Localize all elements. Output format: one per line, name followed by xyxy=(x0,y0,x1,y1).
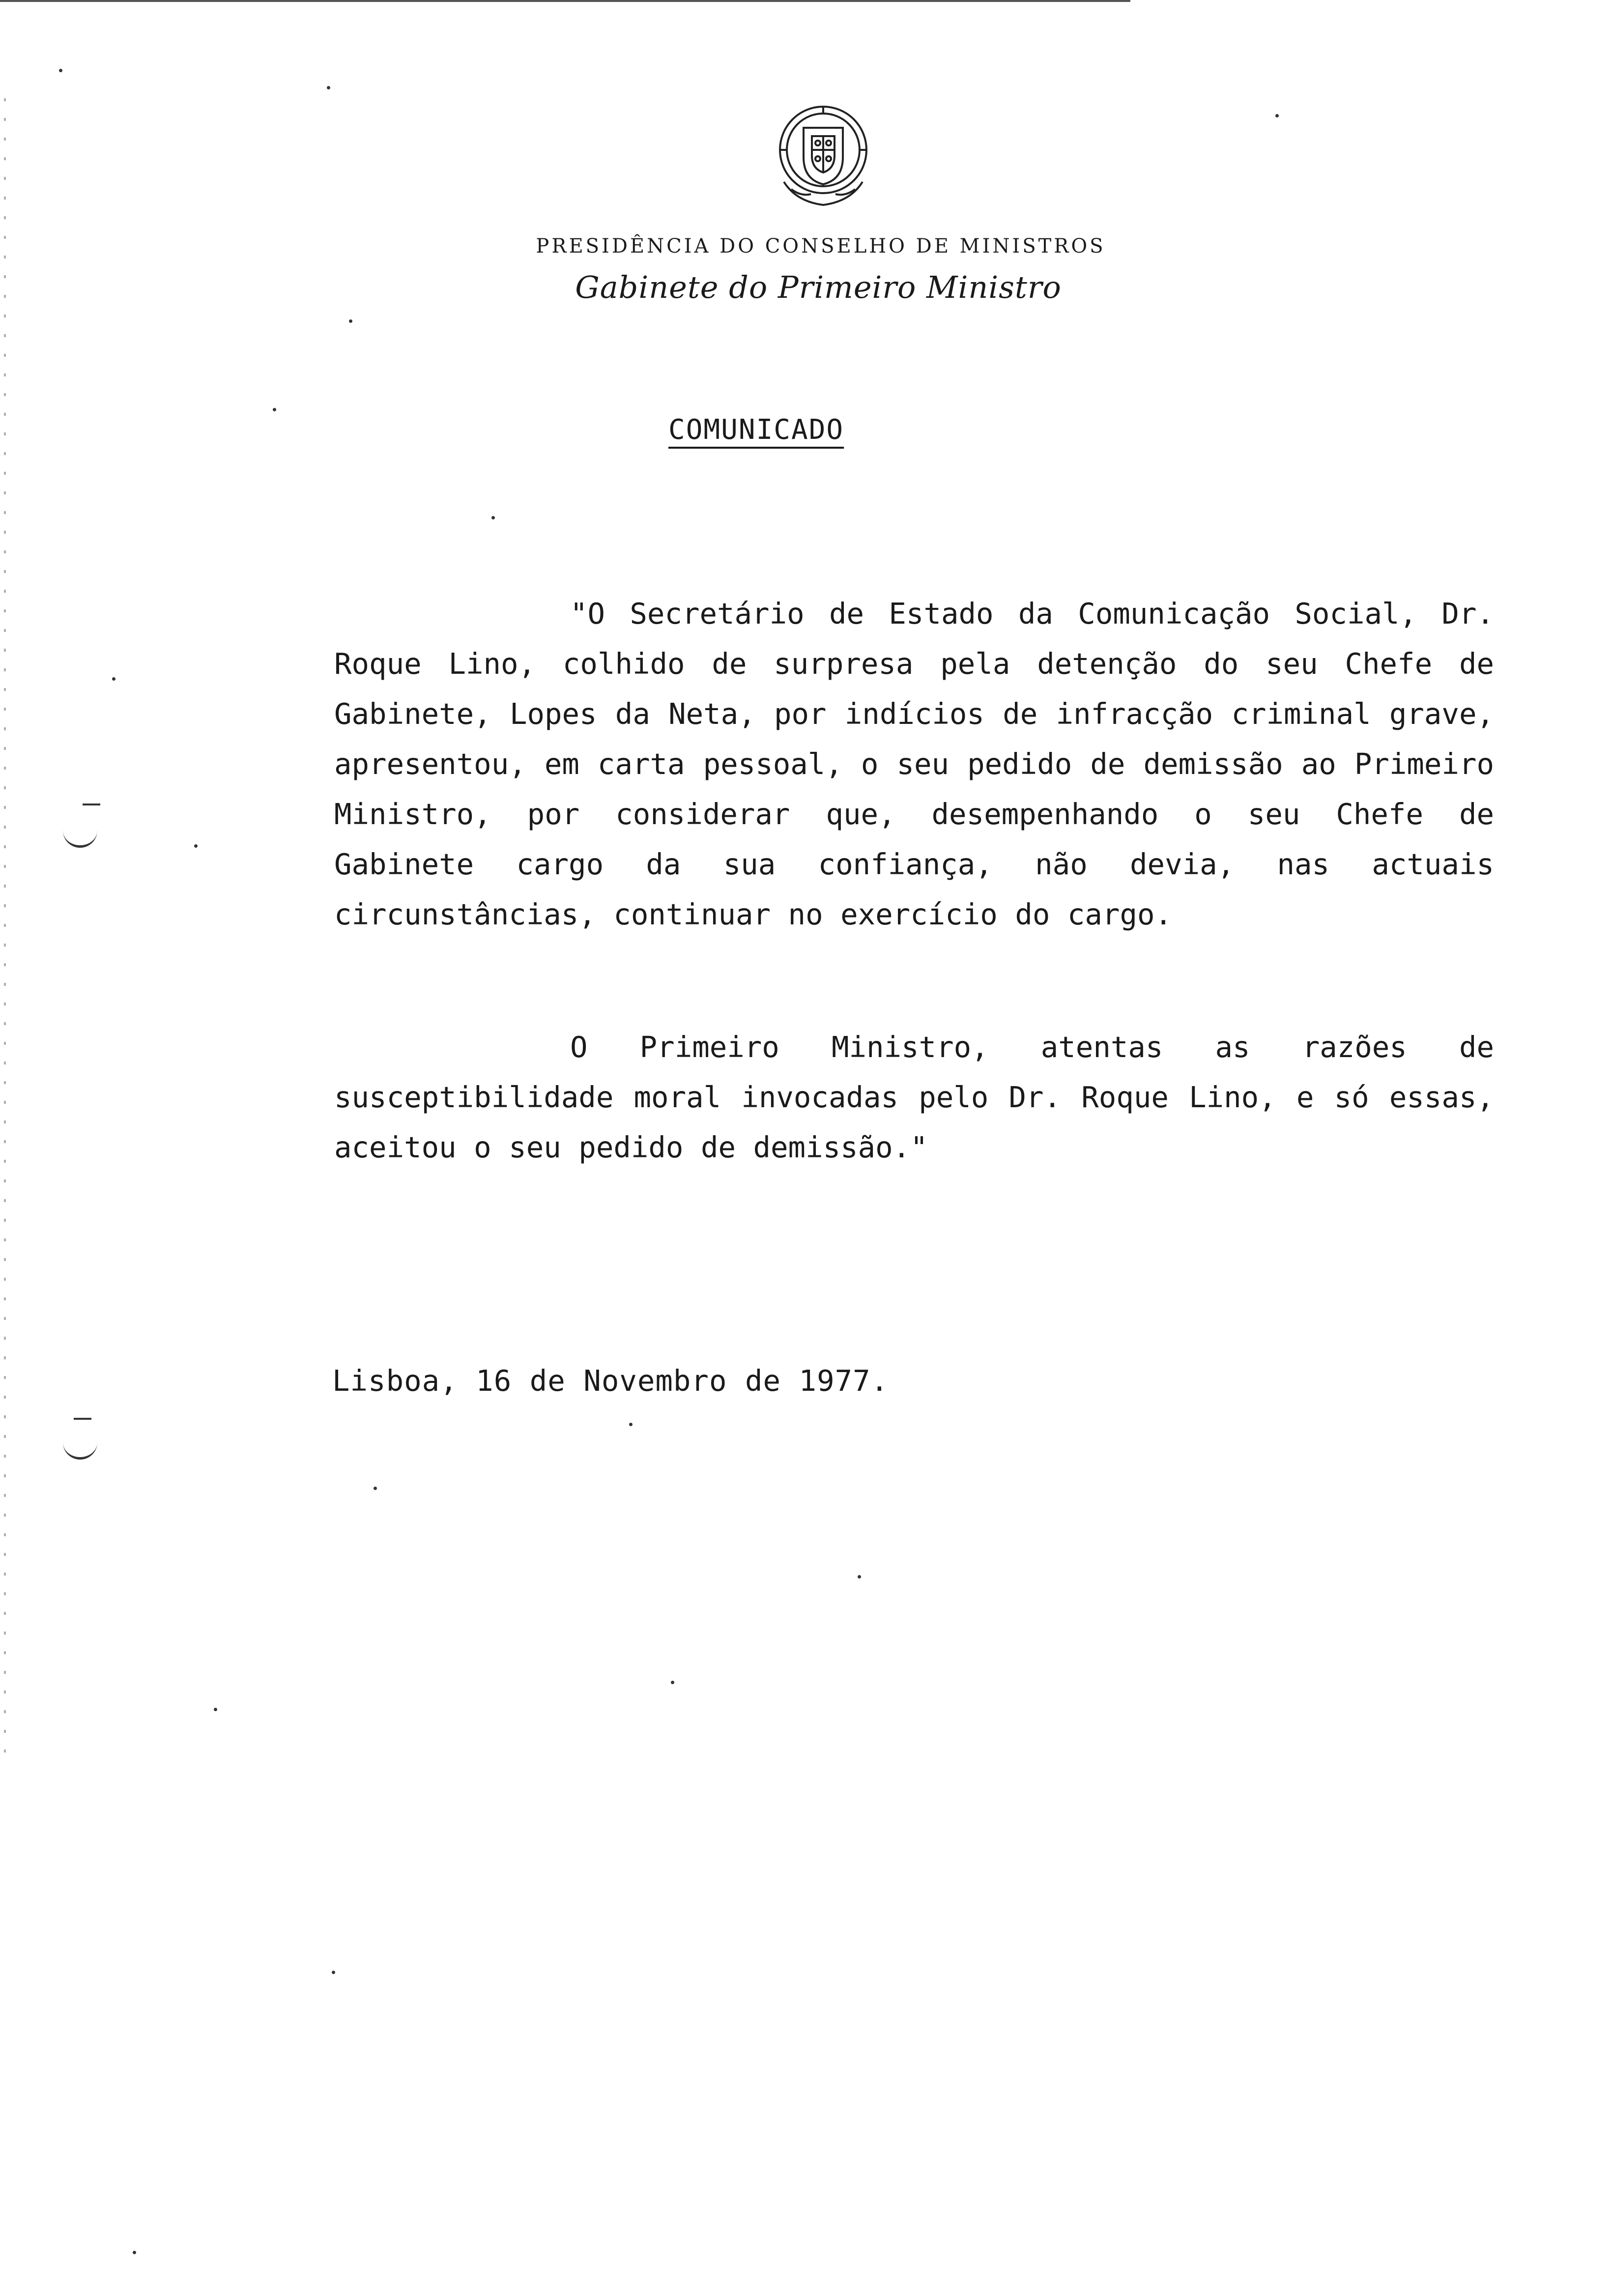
scan-speck xyxy=(214,1708,217,1711)
punch-hole-mark xyxy=(63,826,97,848)
scan-left-edge-marks xyxy=(4,98,6,1769)
scan-speck xyxy=(133,2251,136,2254)
punch-hole-mark xyxy=(63,1437,97,1460)
scan-speck xyxy=(629,1423,633,1426)
document-title: COMUNICADO xyxy=(668,414,844,446)
paragraph-1 xyxy=(334,589,1494,940)
scan-speck xyxy=(374,1487,377,1490)
scan-speck xyxy=(112,677,115,681)
scan-speck xyxy=(194,844,198,848)
punch-mark-dash xyxy=(74,1418,91,1420)
scan-speck xyxy=(349,319,352,323)
paragraph-1-text: "O Secretário de Estado da Comunicação Social, Dr. Roque Lino, colhido de surpresa pela detenção do seu Chefe de Gabinete, Lopes da Neta, por indícios de infracção criminal grave, apresentou, em carta pessoal, o seu pedido de demissão ao Primeiro Ministro, por considerar que, desempenhando o seu Chefe de Gabinete cargo da sua confiança, não devia, nas actuais circunstâncias, continuar no exercício do cargo. xyxy=(334,597,1494,931)
scan-speck xyxy=(491,516,495,519)
paragraph-2-text: O Primeiro Ministro, atentas as razões de susceptibilidade moral invocadas pelo Dr. Roque Lino, e só essas, aceitou o seu pedido de demissão." xyxy=(334,1030,1494,1164)
scan-speck xyxy=(858,1575,861,1578)
organization-name: PRESIDÊNCIA DO CONSELHO DE MINISTROS xyxy=(536,235,1106,258)
punch-mark-dash xyxy=(83,804,100,805)
scan-speck xyxy=(671,1681,674,1684)
office-name: Gabinete do Primeiro Ministro xyxy=(575,269,1062,305)
coat-of-arms-emblem xyxy=(767,101,880,214)
scan-speck xyxy=(59,69,62,72)
scan-speck xyxy=(332,1971,335,1974)
scan-top-edge xyxy=(0,0,1130,2)
place-and-date: Lisboa, 16 de Novembro de 1977. xyxy=(332,1364,889,1398)
scan-speck xyxy=(1275,114,1279,117)
scan-speck xyxy=(327,86,330,89)
paragraph-2 xyxy=(334,1022,1494,1173)
scan-speck xyxy=(273,408,276,411)
